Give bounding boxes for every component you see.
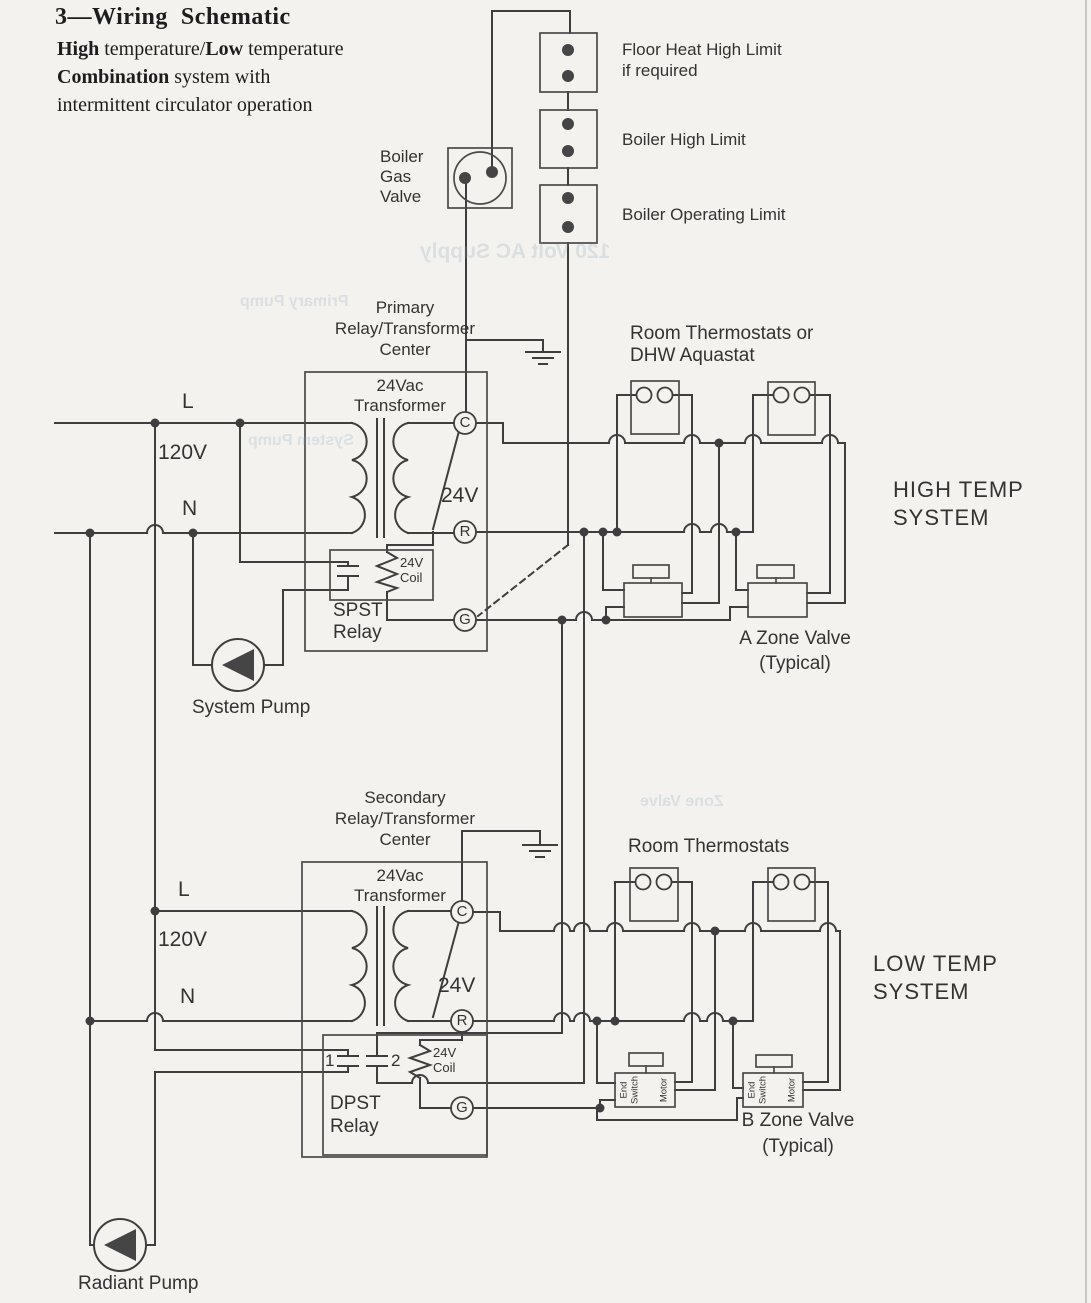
thermostat-terminal bbox=[774, 388, 789, 403]
label-a-zone-typical: (Typical) bbox=[759, 653, 831, 674]
high-temp-wiring bbox=[603, 395, 845, 620]
terminal-letter-r2: R bbox=[456, 1012, 468, 1029]
subtitle-line3: intermittent circulator operation bbox=[57, 94, 313, 116]
label-dpst-2: Relay bbox=[330, 1116, 379, 1137]
label-end-1: End bbox=[618, 1081, 630, 1099]
thermostat-terminal bbox=[636, 875, 651, 890]
component-boxes bbox=[302, 33, 815, 1157]
label-boiler-gas-valve-2: Gas bbox=[380, 167, 412, 186]
subtitle-text: temperature/ bbox=[99, 38, 206, 60]
label-primary-center-1: Primary bbox=[375, 298, 435, 317]
label-room-thermostats-hi-1: Room Thermostats or bbox=[630, 323, 814, 344]
system-pump-symbol bbox=[212, 639, 264, 691]
thermostat-terminal bbox=[774, 875, 789, 890]
label-spst-coil-1: 24V bbox=[400, 555, 424, 570]
subtitle-text: temperature bbox=[243, 38, 344, 60]
label-line-l-secondary: L bbox=[178, 878, 190, 901]
radiant-pump-symbol bbox=[94, 1219, 146, 1271]
label-line-l-primary: L bbox=[182, 390, 194, 413]
label-spst-coil-2: Coil bbox=[400, 570, 423, 585]
label-primary-center-3: Center bbox=[379, 340, 431, 359]
label-low-temp-2: SYSTEM bbox=[873, 979, 970, 1004]
label-xfmr1-line2: Transformer bbox=[354, 396, 446, 415]
transformer-primary bbox=[352, 419, 503, 537]
label-boiler-high-limit: Boiler High Limit bbox=[622, 130, 746, 149]
label-room-thermostats-hi-2: DHW Aquastat bbox=[630, 345, 755, 366]
subtitle-bold: Combination bbox=[57, 66, 170, 88]
subtitle-line1 bbox=[57, 38, 344, 61]
label-motor-2: Motor bbox=[786, 1077, 798, 1103]
label-primary-center-2: Relay/Transformer bbox=[334, 319, 476, 338]
label-120v-secondary: 120V bbox=[158, 928, 208, 951]
thermostat-terminal bbox=[637, 388, 652, 403]
label-boiler-gas-valve-3: Valve bbox=[380, 187, 422, 206]
label-secondary-center-1: Secondary bbox=[364, 788, 446, 807]
thermostat-terminal bbox=[795, 875, 810, 890]
label-boiler-operating-limit: Boiler Operating Limit bbox=[622, 205, 786, 224]
low-temp-wiring bbox=[597, 882, 840, 1090]
thermostat-terminal bbox=[795, 388, 810, 403]
terminal-letter-g: G bbox=[459, 611, 471, 628]
label-floor-heat-limit: Floor Heat High Limit bbox=[622, 40, 782, 59]
page-title: 3—Wiring Schematic bbox=[55, 4, 291, 30]
label-switch-1: Switch bbox=[629, 1076, 641, 1104]
label-secondary-center-3: Center bbox=[379, 830, 431, 849]
label-xfmr2-line2: Transformer bbox=[354, 886, 446, 905]
bleedthrough-text: System Pump bbox=[248, 432, 354, 449]
label-room-thermostats-lo: Room Thermostats bbox=[628, 836, 790, 857]
power-rails bbox=[55, 11, 845, 1083]
label-xfmr2-line1: 24Vac bbox=[376, 866, 424, 885]
label-24v-secondary: 24V bbox=[438, 974, 476, 997]
label-dpst-coil-2: Coil bbox=[433, 1060, 456, 1075]
subtitle-line2 bbox=[57, 66, 270, 89]
label-xfmr1-line1: 24Vac bbox=[376, 376, 424, 395]
label-contact-2: 2 bbox=[391, 1051, 401, 1070]
label-floor-heat-limit-2: if required bbox=[622, 61, 698, 80]
terminal-letter-c2: C bbox=[456, 903, 468, 920]
contact-dots bbox=[459, 44, 574, 233]
label-dpst-coil-1: 24V bbox=[433, 1045, 457, 1060]
label-a-zone-valve: A Zone Valve bbox=[739, 628, 851, 649]
bleedthrough-text: 120 Volt AC Supply bbox=[420, 240, 611, 263]
label-end-2: End bbox=[746, 1081, 758, 1099]
scan-edge bbox=[1085, 0, 1087, 1303]
label-line-n-secondary: N bbox=[180, 985, 196, 1008]
label-switch-2: Switch bbox=[757, 1076, 769, 1104]
thermostat-terminal bbox=[657, 875, 672, 890]
label-line-n-primary: N bbox=[182, 497, 198, 520]
subtitle-text: system with bbox=[169, 66, 271, 88]
label-120v-primary: 120V bbox=[158, 441, 208, 464]
label-high-temp-2: SYSTEM bbox=[893, 505, 990, 530]
label-low-temp-1: LOW TEMP bbox=[873, 951, 998, 976]
label-24v-primary: 24V bbox=[441, 484, 479, 507]
ground-symbol-primary bbox=[526, 352, 560, 364]
bleedthrough-text: Primary Pump bbox=[240, 293, 349, 310]
subtitle-bold: Low bbox=[205, 38, 244, 60]
label-secondary-center-2: Relay/Transformer bbox=[334, 809, 476, 828]
label-dpst-1: DPST bbox=[330, 1093, 381, 1114]
label-b-zone-valve: B Zone Valve bbox=[741, 1110, 855, 1131]
label-spst-1: SPST bbox=[333, 600, 383, 621]
label-system-pump: System Pump bbox=[192, 697, 311, 718]
terminal-letter-g2: G bbox=[456, 1099, 468, 1116]
label-spst-2: Relay bbox=[333, 622, 382, 643]
thermostat-terminal bbox=[658, 388, 673, 403]
label-motor-1: Motor bbox=[658, 1077, 670, 1103]
subtitle-bold: High bbox=[57, 38, 100, 60]
terminal-letter-c: C bbox=[459, 414, 471, 431]
bleedthrough-text: Zone Valve bbox=[640, 793, 724, 810]
terminal-letter-r: R bbox=[459, 523, 471, 540]
label-boiler-gas-valve-1: Boiler bbox=[380, 147, 424, 166]
label-contact-1: 1 bbox=[325, 1051, 335, 1070]
terminals bbox=[451, 388, 810, 1120]
label-b-zone-typical: (Typical) bbox=[762, 1136, 834, 1157]
ground-symbol-secondary bbox=[523, 845, 557, 857]
label-radiant-pump: Radiant Pump bbox=[78, 1273, 199, 1294]
label-high-temp-1: HIGH TEMP bbox=[893, 477, 1024, 502]
